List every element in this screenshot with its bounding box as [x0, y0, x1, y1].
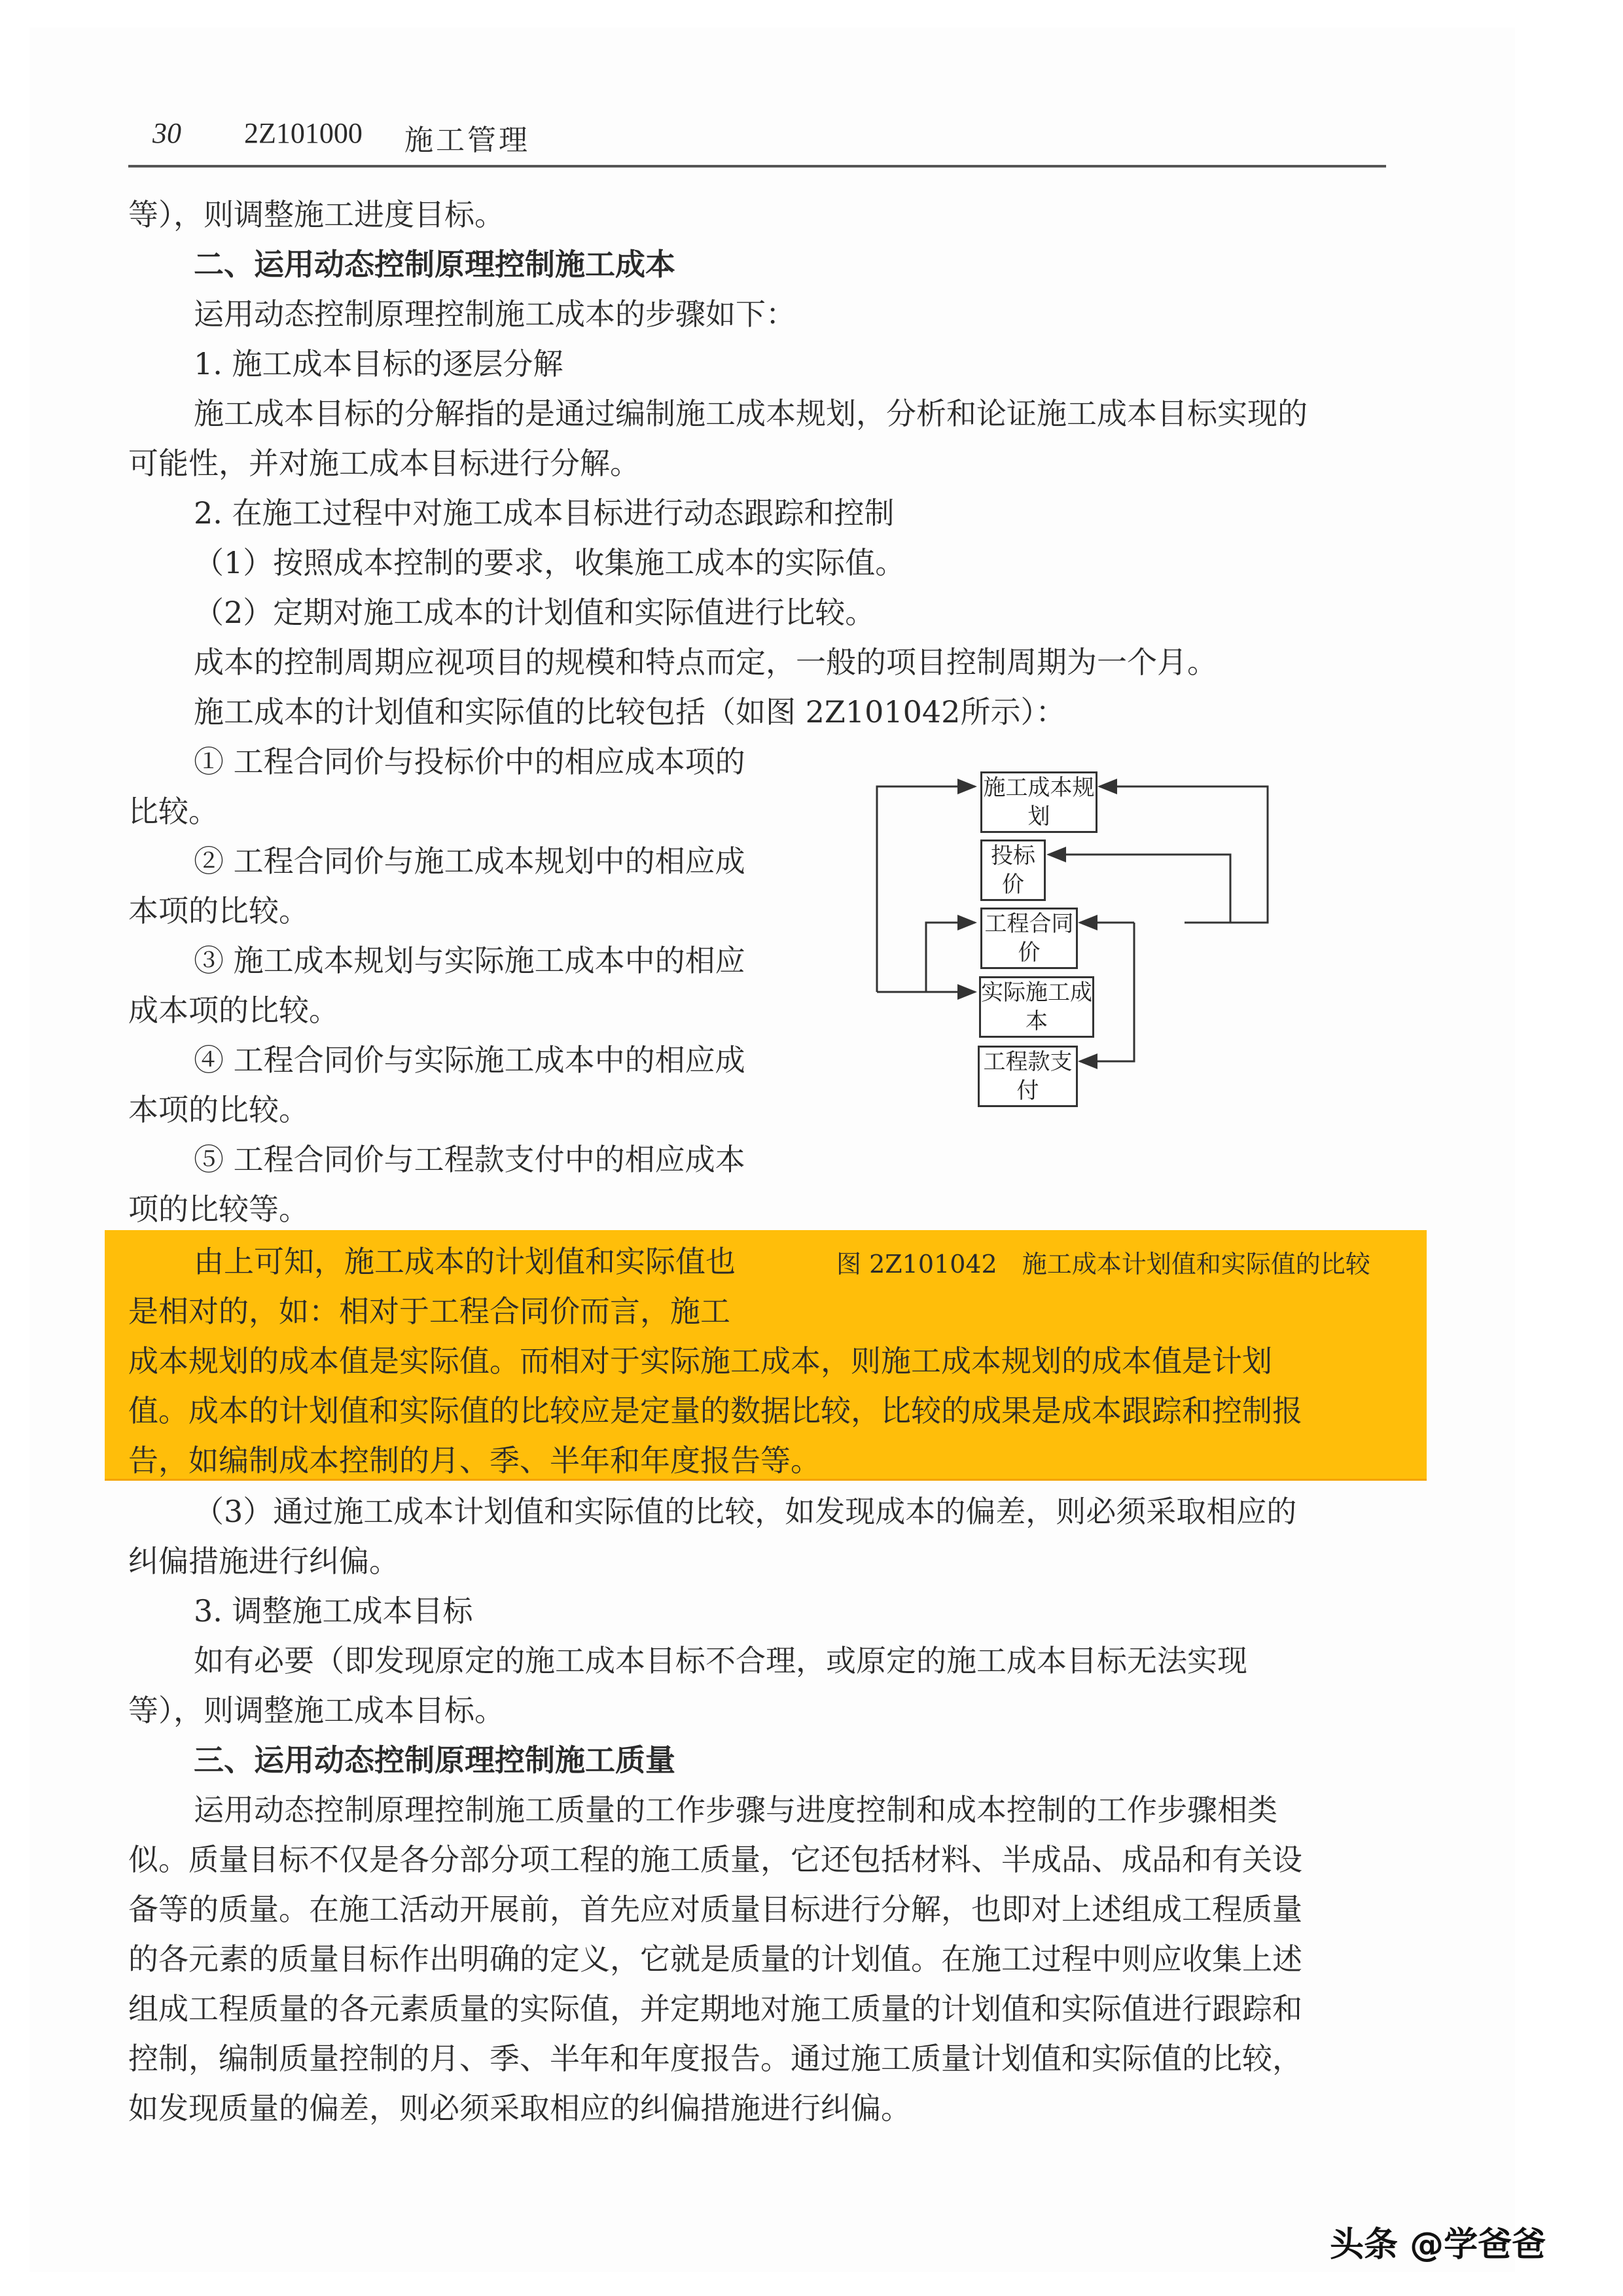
figure-caption: 图 2Z101042 施工成本计划值和实际值的比较: [836, 1250, 1370, 1279]
paragraph-line: （1）按照成本控制的要求，收集施工成本的实际值。: [194, 545, 906, 580]
section-heading: 二、运用动态控制原理控制施工成本: [194, 247, 675, 282]
comparison-item: 成本项的比较。: [128, 993, 339, 1028]
paragraph-line: 成本的控制周期应视项目的规模和特点而定，一般的项目控制周期为一个月。: [194, 645, 1217, 680]
paragraph-line: 组成工程质量的各元素质量的实际值，并定期地对施工质量的计划值和实际值进行跟踪和: [128, 1991, 1302, 2026]
chapter-title: 施工管理: [404, 124, 530, 157]
paragraph-line: 纠偏措施进行纠偏。: [128, 1544, 399, 1579]
box-actual-cost: 实际施工成本: [979, 976, 1094, 1038]
paragraph-line: 似。质量目标不仅是各分部分项工程的施工质量，它还包括材料、半成品、成品和有关设: [128, 1842, 1302, 1877]
box-bid-price: 投标价: [980, 839, 1046, 901]
highlight-line: 成本规划的成本值是实际值。而相对于实际施工成本，则施工成本规划的成本值是计划: [128, 1343, 1272, 1379]
figure-diagram: [864, 752, 1374, 1210]
highlight-line: 告，如编制成本控制的月、季、半年和年度报告等。: [128, 1443, 821, 1478]
paragraph-line: 施工成本的计划值和实际值的比较包括（如图 2Z101042所示）：: [194, 694, 1066, 730]
comparison-item: 比较。: [128, 794, 219, 829]
paragraph-line: 运用动态控制原理控制施工质量的工作步骤与进度控制和成本控制的工作步骤相类: [194, 1792, 1277, 1828]
comparison-item: 本项的比较。: [128, 893, 309, 928]
paragraph-line: 如有必要（即发现原定的施工成本目标不合理，或原定的施工成本目标无法实现: [194, 1643, 1247, 1678]
comparison-item: ③ 施工成本规划与实际施工成本中的相应: [194, 943, 745, 978]
running-header: [152, 116, 530, 157]
paragraph-line: 运用动态控制原理控制施工成本的步骤如下：: [194, 296, 796, 332]
highlight-line: 值。成本的计划值和实际值的比较应是定量的数据比较，比较的成果是成本跟踪和控制报: [128, 1393, 1302, 1428]
paragraph-line: 备等的质量。在施工活动开展前，首先应对质量目标进行分解，也即对上述组成工程质量: [128, 1892, 1302, 1927]
comparison-item: 本项的比较。: [128, 1092, 309, 1127]
watermark: 头条 @学爸爸: [1330, 2225, 1546, 2265]
box-cost-plan: 施工成本规划: [980, 771, 1097, 833]
comparison-item: ② 工程合同价与施工成本规划中的相应成: [194, 843, 745, 879]
box-payment: 工程款支付: [978, 1046, 1078, 1107]
paragraph-line: 如发现质量的偏差，则必须采取相应的纠偏措施进行纠偏。: [128, 2091, 911, 2126]
subheading: 1. 施工成本目标的逐层分解: [194, 346, 563, 381]
comparison-item: ① 工程合同价与投标价中的相应成本项的: [194, 744, 745, 779]
connector-lines: [864, 752, 1374, 1210]
subheading: 3. 调整施工成本目标: [194, 1593, 473, 1629]
comparison-item: 项的比较等。: [128, 1192, 309, 1227]
section-code: 2Z101000: [244, 117, 363, 149]
highlight-line: 是相对的，如：相对于工程合同价而言，施工: [128, 1294, 730, 1329]
page-number: 30: [152, 117, 181, 149]
comparison-item: ⑤ 工程合同价与工程款支付中的相应成本: [194, 1142, 745, 1177]
paragraph-line: （2）定期对施工成本的计划值和实际值进行比较。: [194, 595, 876, 630]
highlight-line: 由上可知，施工成本的计划值和实际值也: [194, 1244, 736, 1279]
box-contract-price: 工程合同价: [980, 908, 1078, 969]
header-rule: [128, 165, 1386, 168]
paragraph-line: 等），则调整施工成本目标。: [128, 1693, 505, 1728]
paragraph-line: 的各元素的质量目标作出明确的定义，它就是质量的计划值。在施工过程中则应收集上述: [128, 1941, 1302, 1977]
comparison-item: ④ 工程合同价与实际施工成本中的相应成: [194, 1042, 745, 1078]
paragraph-line: 等），则调整施工进度目标。: [128, 197, 505, 232]
paragraph-line: （3）通过施工成本计划值和实际值的比较，如发现成本的偏差，则必须采取相应的: [194, 1494, 1297, 1529]
subheading: 2. 在施工过程中对施工成本目标进行动态跟踪和控制: [194, 495, 895, 531]
paragraph-line: 施工成本目标的分解指的是通过编制施工成本规划，分析和论证施工成本目标实现的: [194, 396, 1308, 431]
paragraph-line: 控制，编制质量控制的月、季、半年和年度报告。通过施工质量计划值和实际值的比较，: [128, 2041, 1302, 2076]
paragraph-line: 可能性，并对施工成本目标进行分解。: [128, 446, 640, 481]
section-heading: 三、运用动态控制原理控制施工质量: [194, 1742, 675, 1778]
